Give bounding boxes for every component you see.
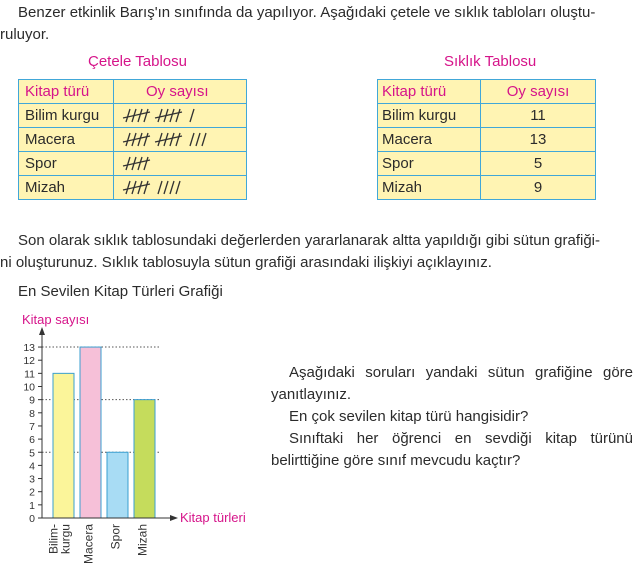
x-tick-label xyxy=(109,524,123,549)
intro-line-2: ruluyor. xyxy=(0,26,50,43)
x-tick-label xyxy=(47,524,73,554)
x-tick-label-line: Mizah xyxy=(135,524,150,557)
x-tick-label-line: kurgu xyxy=(58,524,73,555)
tally-stroke xyxy=(202,133,206,146)
tally-stroke xyxy=(126,157,130,170)
y-tick-label: 3 xyxy=(29,473,35,486)
freq-row-label: Mizah xyxy=(378,176,481,200)
y-tick-label: 7 xyxy=(29,420,35,433)
bar xyxy=(53,373,74,518)
tally-table xyxy=(18,79,247,200)
tally-marks xyxy=(120,128,240,151)
tally-stroke xyxy=(190,133,194,146)
tally-svg xyxy=(120,176,240,199)
questions-block xyxy=(271,362,633,472)
bar xyxy=(107,452,128,518)
freq-row-value: 11 xyxy=(481,104,596,128)
bar xyxy=(134,400,155,518)
x-tick-label-line: Macera xyxy=(81,524,96,565)
y-tick-label: 2 xyxy=(29,486,35,499)
y-tick-label: 1 xyxy=(29,499,35,512)
y-tick-label: 5 xyxy=(29,447,35,460)
tally-svg xyxy=(120,128,240,151)
tally-row-label: Macera xyxy=(19,128,114,152)
tally-row-label: Spor xyxy=(19,152,114,176)
bar-chart xyxy=(0,305,270,573)
x-axis-arrow xyxy=(170,515,178,521)
y-tick-label: 13 xyxy=(23,342,35,355)
question-2-line-2: belirttiğine göre sınıf mevcudu kaçtır? xyxy=(271,452,521,469)
tally-stroke xyxy=(158,133,162,146)
freq-table-title: Sıklık Tablosu xyxy=(444,53,537,70)
freq-row-label: Spor xyxy=(378,152,481,176)
y-axis-label: Kitap sayısı xyxy=(22,312,90,327)
tally-stroke xyxy=(170,133,174,146)
tally-stroke xyxy=(126,109,130,122)
tally-table-title: Çetele Tablosu xyxy=(88,53,187,70)
tally-svg xyxy=(120,152,240,175)
tally-stroke xyxy=(138,133,142,146)
tally-stroke xyxy=(164,181,168,194)
tally-stroke xyxy=(158,109,162,122)
tally-marks-cell xyxy=(114,152,247,176)
freq-row-value: 9 xyxy=(481,176,596,200)
tally-stroke xyxy=(126,181,130,194)
tally-stroke xyxy=(144,133,148,146)
tally-marks xyxy=(120,176,240,199)
tally-header-type: Kitap türü xyxy=(19,80,114,104)
y-tick-label: 11 xyxy=(24,368,35,381)
instructions-line-2: ni oluşturunuz. Sıklık tablosuyla sütun grafiği arasındaki ilişkiyi açıklayınız. xyxy=(0,254,492,271)
y-tick-label: 9 xyxy=(29,394,35,407)
freq-header-type: Kitap türü xyxy=(378,80,481,104)
question-1: En çok sevilen kitap türü hangisidir? xyxy=(289,408,529,425)
tally-stroke xyxy=(144,181,148,194)
freq-row-label: Macera xyxy=(378,128,481,152)
freq-row-value: 5 xyxy=(481,152,596,176)
y-tick-label: 4 xyxy=(29,460,35,473)
tally-marks-cell xyxy=(114,104,247,128)
tally-stroke xyxy=(126,133,130,146)
tally-row-label: Mizah xyxy=(19,176,114,200)
instructions-line-1: Son olarak sıklık tablosundaki değerlerden yararlanarak altta yapıldığı gibi sütun grafiği- xyxy=(18,232,600,249)
x-tick-label xyxy=(136,524,150,556)
questions-intro-line-2: yanıtlayınız. xyxy=(271,386,352,403)
tally-stroke xyxy=(138,109,142,122)
tally-header-votes: Oy sayısı xyxy=(114,80,247,104)
x-tick-label-line: Bilim- xyxy=(46,524,61,554)
tally-marks xyxy=(120,152,240,175)
x-axis-label: Kitap türleri xyxy=(180,510,246,525)
instructions-paragraph xyxy=(0,230,638,274)
x-tick-label xyxy=(82,524,96,564)
y-tick-label: 0 xyxy=(29,513,35,525)
y-tick-label: 8 xyxy=(29,407,35,420)
tally-stroke xyxy=(190,109,194,122)
intro-line-1: Benzer etkinlik Barış'ın sınıfında da yapılıyor. Aşağıdaki çetele ve sıklık tabloları oluştu- xyxy=(18,4,596,21)
y-axis-arrow xyxy=(39,327,45,335)
tally-stroke xyxy=(138,157,142,170)
freq-table xyxy=(377,79,596,200)
tally-marks-cell xyxy=(114,128,247,152)
tally-stroke xyxy=(144,157,148,170)
y-tick-label: 6 xyxy=(29,434,35,447)
y-tick-label: 12 xyxy=(23,355,35,368)
questions-intro-line-1: Aşağıdaki soruları yandaki sütun grafiğine göre xyxy=(289,364,633,381)
tally-svg xyxy=(120,104,240,127)
tally-marks xyxy=(120,104,240,127)
intro-paragraph xyxy=(0,2,638,46)
graph-title: En Sevilen Kitap Türleri Grafiği xyxy=(18,283,223,300)
freq-row-value: 13 xyxy=(481,128,596,152)
tally-stroke xyxy=(176,109,180,122)
tally-stroke xyxy=(176,133,180,146)
tally-stroke xyxy=(170,181,174,194)
tally-marks-cell xyxy=(114,176,247,200)
tally-stroke xyxy=(144,109,148,122)
tally-stroke xyxy=(176,181,180,194)
tally-row-label: Bilim kurgu xyxy=(19,104,114,128)
tally-stroke xyxy=(196,133,200,146)
freq-row-label: Bilim kurgu xyxy=(378,104,481,128)
tally-stroke xyxy=(170,109,174,122)
y-tick-label: 10 xyxy=(23,381,35,394)
freq-header-votes: Oy sayısı xyxy=(481,80,596,104)
tally-stroke xyxy=(158,181,162,194)
x-tick-label-line: Spor xyxy=(108,524,123,550)
tally-stroke xyxy=(138,181,142,194)
question-2-line-1: Sınıftaki her öğrenci en sevdiği kitap türünü xyxy=(289,430,633,447)
bar xyxy=(80,347,101,518)
